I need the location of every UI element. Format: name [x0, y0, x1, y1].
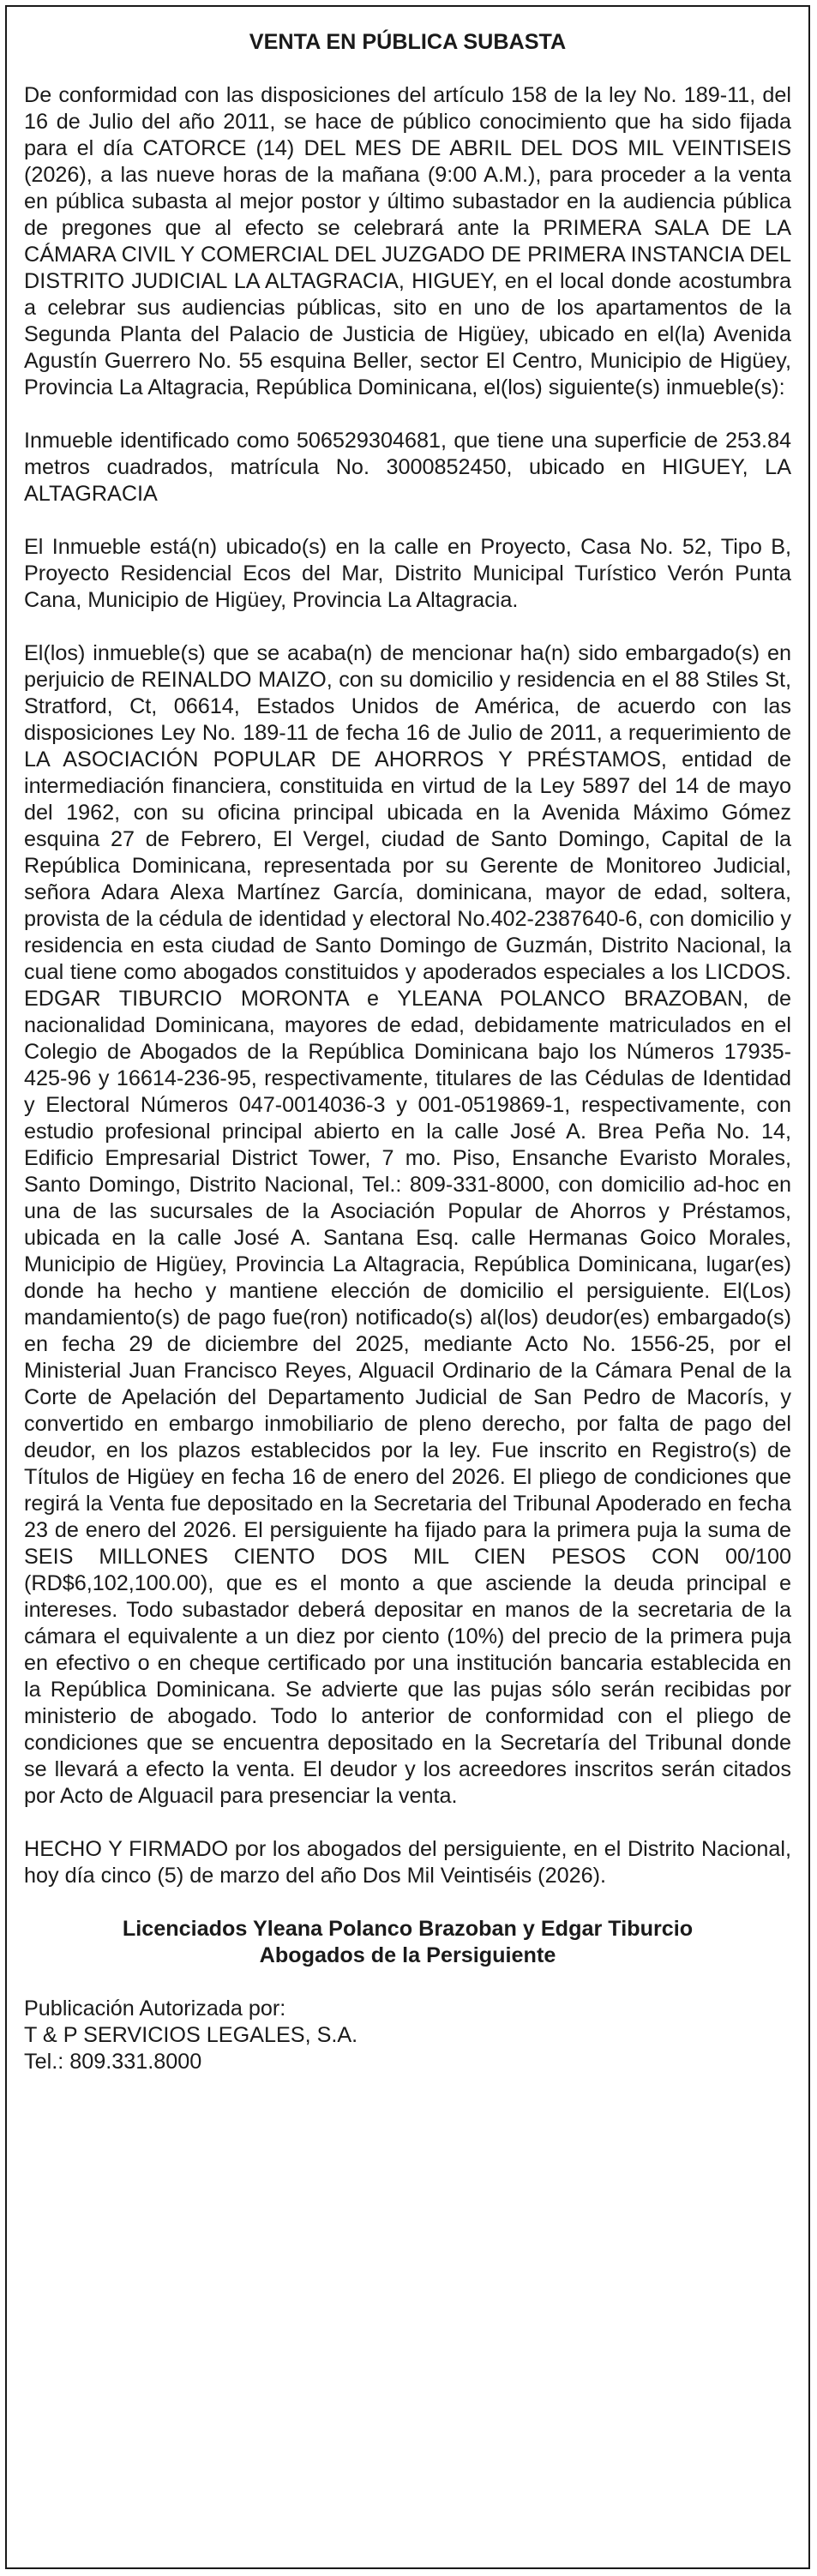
paragraph-signed: HECHO Y FIRMADO por los abogados del persiguiente, en el Distrito Nacional, hoy día cinco (5) de marzo del año Dos Mil Veintiséis (2026).: [24, 1837, 791, 1888]
signature-role: Abogados de la Persiguiente: [259, 1943, 556, 1967]
notice-content: [24, 29, 791, 2075]
signature-block: [24, 1916, 791, 1969]
paragraph-property-id: Inmueble identificado como 506529304681, que tiene una superficie de 253.84 metros cuadrados, matrícula No. 3000852450, ubicado en HIGUEY, LA ALTAGRACIA: [24, 429, 791, 506]
publication-company: T & P SERVICIOS LEGALES, S.A.: [24, 2023, 358, 2047]
notice-title: VENTA EN PÚBLICA SUBASTA: [249, 30, 567, 54]
signature-lawyers: Licenciados Yleana Polanco Brazoban y Edgar Tiburcio: [122, 1917, 694, 1941]
paragraph-announcement: De conformidad con las disposiciones del artículo 158 de la ley No. 189-11, del 16 de Julio del año 2011, se hace de público conocimiento que ha sido fijada para el día CATORCE (14) DEL MES DE ABRIL DEL DOS MIL VEINTISEIS (2026), a las nueve horas de la mañana (9:00 A.M.), para proceder a la venta en pública subasta al mejor postor y último subastador en la audiencia pública de pregones que al efecto se celebrará ante la PRIMERA SALA DE LA CÁMARA CIVIL Y COMERCIAL DEL JUZGADO DE PRIMERA INSTANCIA DEL DISTRITO JUDICIAL LA ALTAGRACIA, HIGUEY, en el local donde acostumbra a celebrar sus audiencias públicas, sito en uno de los apartamentos de la Segunda Planta del Palacio de Justicia de Higüey, ubicado en el(la) Avenida Agustín Guerrero No. 55 esquina Beller, sector El Centro, Municipio de Higüey, Provincia La Altagracia, República Dominicana, el(los) siguiente(s) inmueble(s):: [24, 83, 791, 399]
publication-label: Publicación Autorizada por:: [24, 1997, 286, 2021]
publication-phone: Tel.: 809.331.8000: [24, 2050, 202, 2074]
publication-block: [24, 1996, 791, 2075]
notice-border: [5, 5, 810, 2569]
paragraph-property-location: El Inmueble está(n) ubicado(s) en la calle en Proyecto, Casa No. 52, Tipo B, Proyecto Residencial Ecos del Mar, Distrito Municipal Turístico Verón Punta Cana, Municipio de Higüey, Provincia La Altagracia.: [24, 535, 791, 612]
paragraph-seizure-details: El(los) inmueble(s) que se acaba(n) de mencionar ha(n) sido embargado(s) en perjuicio de REINALDO MAIZO, con su domicilio y residencia en el 88 Stiles St, Stratford, Ct, 06614, Estados Unidos de América, de acuerdo con las disposiciones Ley No. 189-11 de fecha 16 de Julio de 2011, a requerimiento de LA ASOCIACIÓN POPULAR DE AHORROS Y PRÉSTAMOS, entidad de intermediación financiera, constituida en virtud de la Ley 5897 del 14 de mayo del 1962, con su oficina principal ubicada en la Avenida Máximo Gómez esquina 27 de Febrero, El Vergel, ciudad de Santo Domingo, Capital de la República Dominicana, representada por su Gerente de Monitoreo Judicial, señora Adara Alexa Martínez García, dominicana, mayor de edad, soltera, provista de la cédula de identidad y electoral No.402-2387640-6, con domicilio y residencia en esta ciudad de Santo Domingo de Guzmán, Distrito Nacional, la cual tiene como abogados constituidos y apoderados especiales a los LICDOS. EDGAR TIBURCIO MORONTA e YLEANA POLANCO BRAZOBAN, de nacionalidad Dominicana, mayores de edad, debidamente matriculados en el Colegio de Abogados de la República Dominicana bajo los Números 17935-425-96 y 16614-236-95, respectivamente, titulares de las Cédulas de Identidad y Electoral Números 047-0014036-3 y 001-0519869-1, respectivamente, con estudio profesional principal abierto en la calle José A. Brea Peña No. 14, Edificio Empresarial District Tower, 7 mo. Piso, Ensanche Evaristo Morales, Santo Domingo, Distrito Nacional, Tel.: 809-331-8000, con domicilio ad-hoc en una de las sucursales de la Asociación Popular de Ahorros y Préstamos, ubicada en la calle José A. Santana Esq. calle Hermanas Goico Morales, Municipio de Higüey, Provincia La Altagracia, República Dominicana, lugar(es) donde ha hecho y mantiene elección de domicilio el persiguiente. El(Los) mandamiento(s) de pago fue(ron) notificado(s) al(los) deudor(es) embargado(s) en fecha 29 de diciembre del 2025, mediante Acto No. 1556-25, por el Ministerial Juan Francisco Reyes, Alguacil Ordinario de la Cámara Penal de la Corte de Apelación del Departamento Judicial de San Pedro de Macorís, y convertido en embargo inmobiliario de pleno derecho, por falta de pago del deudor, en los plazos establecidos por la ley. Fue inscrito en Registro(s) de Títulos de Higüey en fecha 16 de enero del 2026. El pliego de condiciones que regirá la Venta fue depositado en la Secretaria del Tribunal Apoderado en fecha 23 de enero del 2026. El persiguiente ha fijado para la primera puja la suma de SEIS MILLONES CIENTO DOS MIL CIEN PESOS CON 00/100 (RD$6,102,100.00), que es el monto a que asciende la deuda principal e intereses. Todo subastador deberá depositar en manos de la secretaria de la cámara el equivalente a un diez por ciento (10%) del precio de la primera puja en efectivo o en cheque certificado por una institución bancaria establecida en la República Dominicana. Se advierte que las pujas sólo serán recibidas por ministerio de abogado. Todo lo anterior de conformidad con el pliego de condiciones que se encuentra depositado en la Secretaría del Tribunal donde se llevará a efecto la venta. El deudor y los acreedores inscritos serán citados por Acto de Alguacil para presenciar la venta.: [24, 641, 791, 1808]
